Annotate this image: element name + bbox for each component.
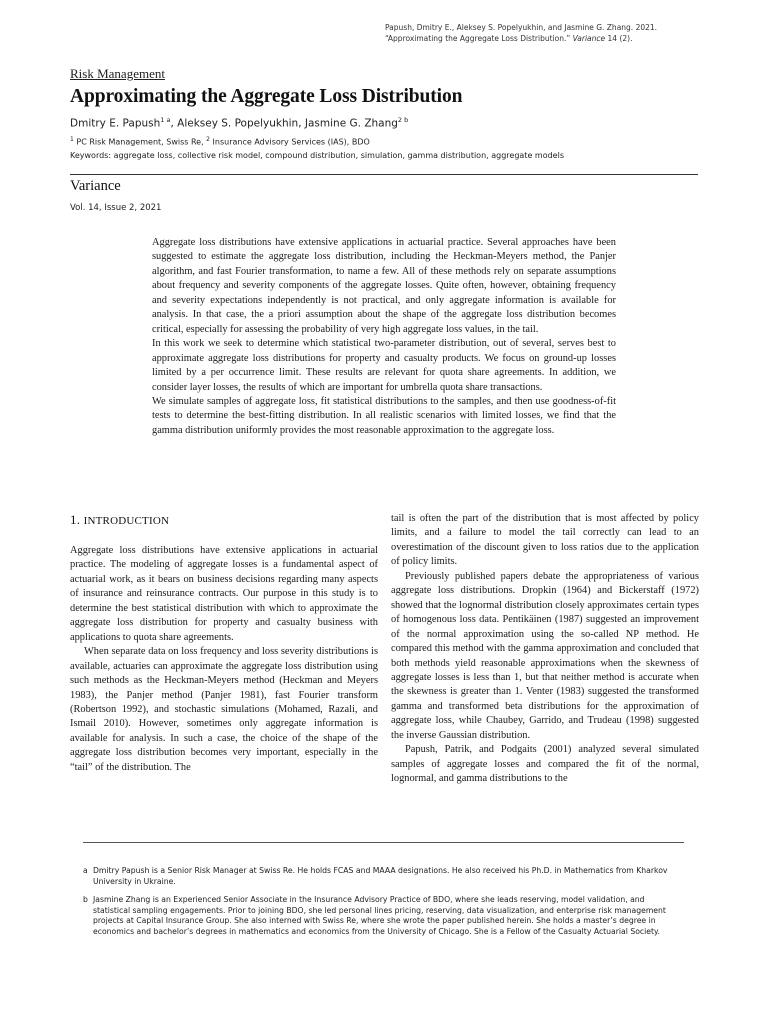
author-name: Aleksey S. Popelyukhin bbox=[177, 117, 299, 130]
citation-journal: Variance bbox=[572, 33, 606, 43]
body-column-left bbox=[70, 544, 378, 775]
section-number: 1. bbox=[70, 512, 81, 527]
abstract bbox=[152, 236, 616, 438]
author-list bbox=[70, 116, 408, 130]
footnote-mark: a bbox=[83, 866, 88, 875]
author-name: Dmitry E. Papush bbox=[70, 117, 161, 130]
author-sup: 2 b bbox=[397, 116, 409, 124]
footnote-mark: b bbox=[83, 895, 88, 904]
affiliation-sup: 2 bbox=[206, 136, 210, 143]
body-paragraph: Aggregate loss distributions have extensive applications in actuarial practice. The modeling of aggregate losses is a fundamental aspect of actuarial work, as it bears on business decisions regarding many aspects of insurance and reinsurance contracts. Our purpose in this study is to determine the best statistical distribution with which to approximate the aggregate loss distribution for property and casualty business with applications to quota share agreements. bbox=[70, 545, 378, 643]
citation-suffix: 14 (2). bbox=[605, 33, 633, 43]
paper-title: Approximating the Aggregate Loss Distribution bbox=[70, 86, 463, 107]
body-paragraph: Previously published papers debate the appropriateness of various aggregate loss distributions. Dropkin (1964) and Bickerstaff (1972) showed that the lognormal distribution closely approximates certain types of homogenous loss data. Pentikäinen (1987) suggested an improvement of the normal approximation using the so-called NP method. He compared this method with the gamma approximation and concluded that both methods yield reasonable approximations when the skewness of aggregate losses is less than 1, but that neither method is accurate when the skewness is greater than 1. Venter (1983) suggested the transformed gamma and transformed beta distributions for the approximation of aggregate loss, while Chaubey, Garrido, and Trudeau (1998) suggested the inverse Gaussian distribution. bbox=[391, 570, 699, 741]
section-title: INTRODUCTION bbox=[83, 515, 170, 527]
footnote-text: Dmitry Papush is a Senior Risk Manager at Swiss Re. He holds FCAS and MAAA designations. He also received his Ph.D. in Mathematics from Kharkov University in Ukraine. bbox=[93, 866, 668, 886]
body-paragraph: When separate data on loss frequency and loss severity distributions is available, actuaries can approximate the aggregate loss distribution using such methods as the Heckman-Meyers method (Heckman and Meyers 1983), the Panjer method (Panjer 1981), fast Fourier transform (Robertson 1992), and stochastic simulations (Mohamed, Razali, and Ismail 2010). However, sometimes only aggregate information is available for analysis. In such a case, the choice of the shape of the aggregate loss distribution becomes very important, especially in the “tail” of the distribution. The bbox=[70, 646, 378, 773]
citation-text: Papush, Dmitry E., Aleksey S. Popelyukhin, and Jasmine G. Zhang. 2021. “Approximating the Aggregate Loss Distribution.” bbox=[385, 23, 658, 43]
author-sup: 1 a bbox=[160, 116, 171, 124]
affiliation-text: PC Risk Management, Swiss Re, bbox=[73, 137, 207, 147]
citation bbox=[385, 23, 715, 44]
volume-info: Vol. 14, Issue 2, 2021 bbox=[70, 203, 162, 213]
affiliation-sup: 1 bbox=[70, 136, 74, 143]
author-separator: , bbox=[298, 117, 305, 130]
affiliation-text: Insurance Advisory Services (IAS), BDO bbox=[210, 137, 370, 147]
footnote-divider bbox=[83, 842, 684, 843]
section-label[interactable]: Risk Management bbox=[70, 66, 165, 81]
body-paragraph: Papush, Patrik, and Podgaits (2001) analyzed several simulated samples of aggregate losses and compared the fit of the normal, lognormal, and gamma distributions to the bbox=[391, 744, 699, 785]
header-divider bbox=[70, 174, 698, 175]
keywords: Keywords: aggregate loss, collective risk model, compound distribution, simulation, gamma distribution, aggregate models bbox=[70, 151, 564, 160]
journal-name: Variance bbox=[70, 178, 121, 194]
abstract-paragraph: In this work we seek to determine which statistical two-parameter distribution, out of several, serves best to approximate aggregate loss distributions for property and casualty products. We focus on ground-up losses limited by a per occurrence limit. These results are relevant for quota share agreements. In addition, we consider layer losses, the results of which are important for umbrella quota share transactions. bbox=[152, 338, 616, 393]
author-name: Jasmine G. Zhang bbox=[304, 117, 398, 130]
footnote bbox=[83, 895, 683, 937]
footnote-text: Jasmine Zhang is an Experienced Senior Associate in the Insurance Advisory Practice of BDO, where she leads reserving, model validation, and statistical sampling engagements. Prior to joining BDO, she led personal lines pricing, reserving, data visualization, and enterprise risk management projects at Capital Insurance Group. She also interned with Swiss Re, where she wrote the paper published herein. She holds a master’s degree in economics and bachelor’s degrees in mathematics and economics from the University of Chicago. She is a Fellow of the Casualty Actuarial Society. bbox=[93, 895, 666, 936]
abstract-paragraph: Aggregate loss distributions have extensive applications in actuarial practice. Several approaches have been suggested to estimate the aggregate loss distribution, including the Heckman-Meyers method, the Panjer algorithm, and fast Fourier transformation, to name a few. All of these methods rely on separate assumptions about frequency and severity components of the aggregate losses. Quite often, however, obtaining frequency and severity expectations independently is not practical, and only aggregate information is available for analysis. In that case, the a priori assumption about the shape of the aggregate loss distribution becomes critical, especially for assessing the probability of very high aggregate loss values, in the tail. bbox=[152, 237, 616, 335]
body-paragraph: tail is often the part of the distribution that is most affected by policy limits, and a failure to model the tail correctly can lead to an overestimation of the discount given to loss ratios due to the application of policy limits. bbox=[391, 513, 699, 568]
abstract-paragraph: We simulate samples of aggregate loss, fit statistical distributions to the samples, and then use goodness-of-fit tests to determine the best-fitting distribution. In all realistic scenarios with limited losses, we find that the gamma distribution uniformly provides the most reasonable approximation to the aggregate loss. bbox=[152, 395, 616, 436]
footnote bbox=[83, 866, 683, 887]
body-column-right bbox=[391, 512, 699, 787]
author-separator: , bbox=[170, 117, 178, 130]
affiliations bbox=[70, 136, 370, 147]
section-heading bbox=[70, 512, 169, 528]
